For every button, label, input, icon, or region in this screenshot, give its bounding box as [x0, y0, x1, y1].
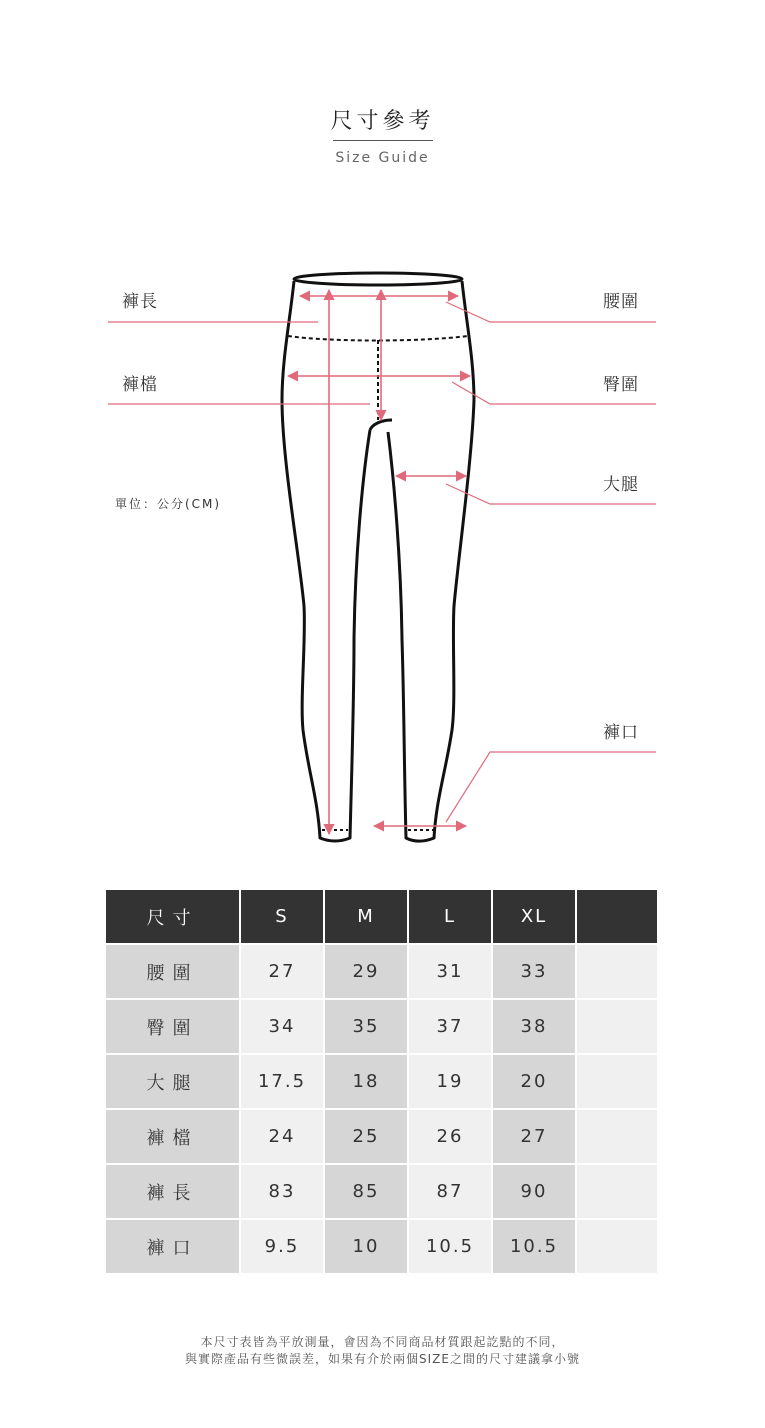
table-header-cell: M	[325, 890, 407, 943]
table-cell: 35	[325, 1000, 407, 1053]
unit-note: 單位：公分(CM)	[115, 497, 222, 511]
disclaimer-line: 與實際產品有些微誤差，如果有介於兩個SIZE之間的尺寸建議拿小號	[185, 1352, 580, 1366]
waistband-seam	[288, 336, 468, 341]
table-cell: 38	[493, 1000, 575, 1053]
table-header-cell: XL	[493, 890, 575, 943]
table-cell: 37	[409, 1000, 491, 1053]
table-cell: 31	[409, 945, 491, 998]
table-cell: 34	[241, 1000, 323, 1053]
table-cell: 19	[409, 1055, 491, 1108]
table-header-cell: S	[241, 890, 323, 943]
table-cell	[577, 1055, 657, 1108]
table-cell: 26	[409, 1110, 491, 1163]
table-row-label: 腰圍	[106, 945, 239, 998]
table-cell: 10.5	[409, 1220, 491, 1273]
size-table	[104, 888, 659, 1275]
table-cell: 9.5	[241, 1220, 323, 1273]
label-length: 褲長	[122, 292, 158, 312]
table-cell: 20	[493, 1055, 575, 1108]
table-cell	[577, 945, 657, 998]
table-row	[106, 1000, 657, 1053]
table-cell: 33	[493, 945, 575, 998]
table-cell: 85	[325, 1165, 407, 1218]
table-row-label: 大腿	[106, 1055, 239, 1108]
table-cell: 87	[409, 1165, 491, 1218]
table-row-label: 褲口	[106, 1220, 239, 1273]
label-hem: 褲口	[603, 723, 639, 743]
table-row	[106, 1220, 657, 1273]
table-row-label: 褲長	[106, 1165, 239, 1218]
table-cell: 10.5	[493, 1220, 575, 1273]
leggings-outline	[282, 273, 474, 841]
table-cell: 25	[325, 1110, 407, 1163]
table-header-cell: L	[409, 890, 491, 943]
table-cell: 17.5	[241, 1055, 323, 1108]
table-cell: 27	[241, 945, 323, 998]
table-cell	[577, 1165, 657, 1218]
disclaimer-line: 本尺寸表皆為平放測量，會因為不同商品材質跟起訖點的不同，	[200, 1335, 565, 1349]
table-header-cell	[577, 890, 657, 943]
table-row	[106, 1165, 657, 1218]
table-cell	[577, 1000, 657, 1053]
page-subtitle: Size Guide	[335, 150, 430, 166]
table-header-cell: 尺寸	[106, 890, 239, 943]
page-title: 尺寸參考	[330, 109, 435, 134]
table-cell: 83	[241, 1165, 323, 1218]
table-cell: 18	[325, 1055, 407, 1108]
table-cell	[577, 1110, 657, 1163]
table-cell	[577, 1220, 657, 1273]
leader-lines	[108, 302, 656, 822]
label-thigh: 大腿	[603, 475, 639, 495]
table-cell: 24	[241, 1110, 323, 1163]
label-hip: 臀圍	[603, 375, 639, 395]
table-cell: 27	[493, 1110, 575, 1163]
measurement-disclaimer	[0, 1334, 765, 1368]
table-cell: 10	[325, 1220, 407, 1273]
table-cell: 29	[325, 945, 407, 998]
label-rise: 褲檔	[122, 375, 158, 395]
table-cell: 90	[493, 1165, 575, 1218]
table-row-label: 臀圍	[106, 1000, 239, 1053]
table-header-row	[106, 890, 657, 943]
table-row	[106, 1110, 657, 1163]
label-waist: 腰圍	[603, 292, 639, 312]
hem-leader	[446, 752, 656, 822]
table-row	[106, 945, 657, 998]
table-row-label: 褲檔	[106, 1110, 239, 1163]
table-row	[106, 1055, 657, 1108]
